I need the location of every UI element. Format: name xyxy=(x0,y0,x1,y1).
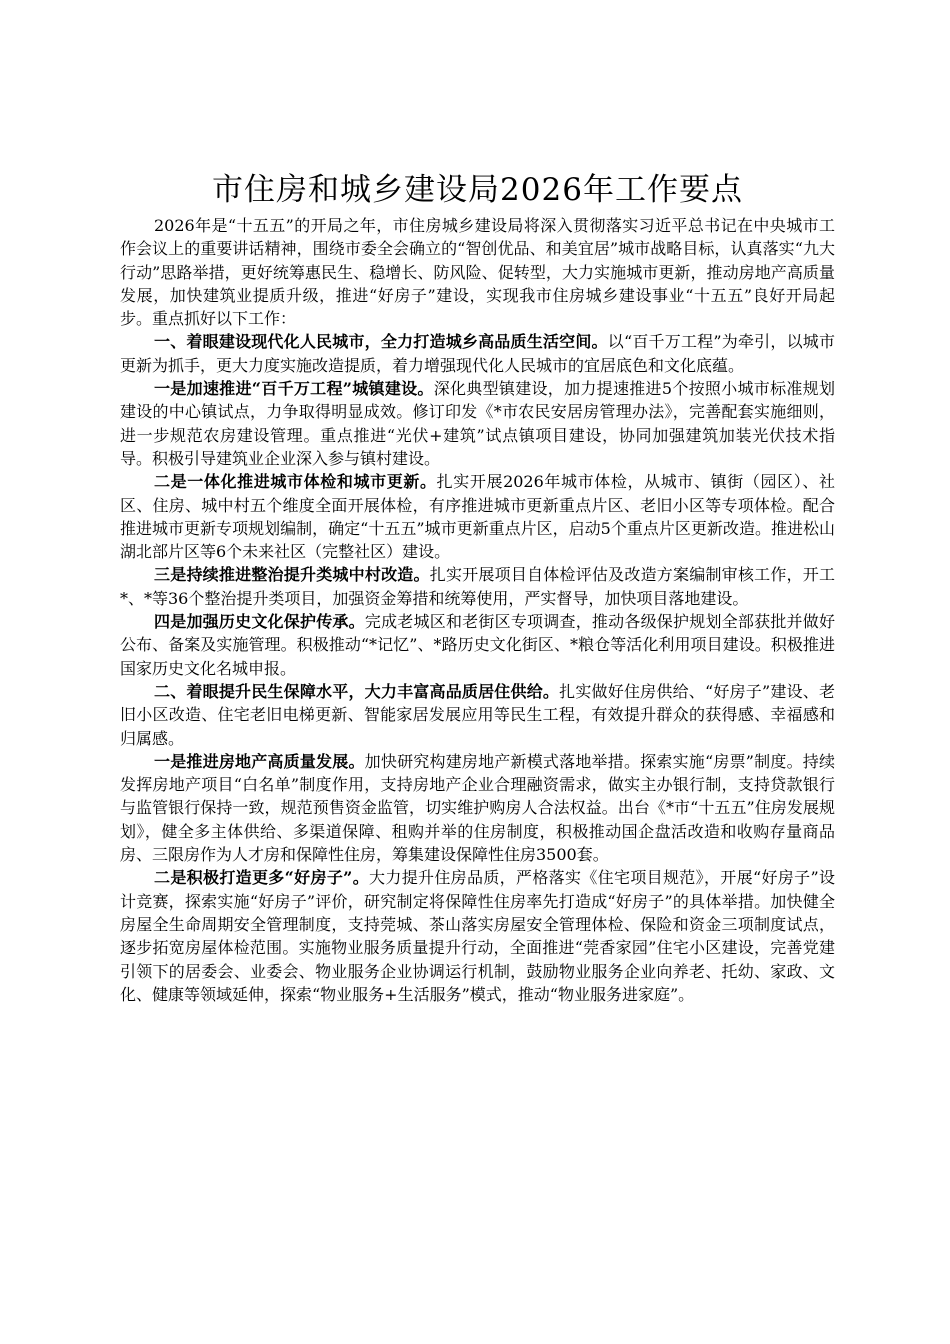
paragraph-item-1-3 xyxy=(120,563,835,610)
item-heading: 四是加强历史文化保护传承。 xyxy=(154,612,365,632)
document-title: 市住房和城乡建设局2026年工作要点 xyxy=(212,172,743,208)
paragraph-text: 大力提升住房品质，严格落实《住宅项目规范》，开展“好房子”设计竞赛，探索实施“好房子”评价，研究制定将保障性住房率先打造成“好房子”的具体举措。加快健全房屋全生命周期安全管理制度，支持莞城、茶山落实房屋安全管理体检、保险和资金三项制度试点，逐步拓宽房屋体检范围。实施物业服务质量提升行动，全面推进“莞香家园”住宅小区建设，完善党建引领下的居委会、业委会、物业服务企业协调运行机制，鼓励物业服务企业向养老、托幼、家政、文化、健康等领域延伸，探索“物业服务+生活服务”模式，推动“物业服务进家庭”。 xyxy=(120,868,835,1004)
section-heading: 二、着眼提升民生保障水平，大力丰富高品质居住供给。 xyxy=(154,681,560,701)
paragraph-intro xyxy=(120,214,835,330)
item-heading: 一是推进房地产高质量发展。 xyxy=(154,751,365,771)
paragraph-item-2-2 xyxy=(120,866,835,1006)
paragraph-text: 加快研究构建房地产新模式落地举措。探索实施“房票”制度。持续发挥房地产项目“白名单”制度作用，支持房地产企业合理融资需求，做实主办银行制，支持贷款银行与监管银行保持一致，规范预售资金监管，切实维护购房人合法权益。出台《*市“十五五”住房发展规划》，健全多主体供给、多渠道保障、租购并举的住房制度，积极推动国企盘活改造和收购存量商品房、三限房作为人才房和保障性住房，筹集建设保障性住房3500套。 xyxy=(120,751,835,865)
item-heading: 一是加速推进“百千万工程”城镇建设。 xyxy=(154,379,434,399)
paragraph-text: 深化典型镇建设，加力提速推进5个按照小城市标准规划建设的中心镇试点，力争取得明显成效。修订印发《*市农民安居房管理办法》，完善配套实施细则，进一步规范农房建设管理。重点推进“光伏+建筑”试点镇项目建设，协同加强建筑加装光伏技术指导。积极引导建筑业企业深入参与镇村建设。 xyxy=(120,379,835,468)
item-heading: 二是积极打造更多“好房子”。 xyxy=(154,868,370,888)
paragraph-text: 扎实做好住房供给、“好房子”建设、老旧小区改造、住宅老旧电梯更新、智能家居发展应用等民生工程，有效提升群众的获得感、幸福感和归属感。 xyxy=(120,681,835,748)
paragraph-text: 完成老城区和老街区专项调查，推动各级保护规划全部获批并做好公布、备案及实施管理。积极推动“*记忆”、*路历史文化街区、*粮仓等活化利用项目建设。积极推进国家历史文化名城申报。 xyxy=(120,612,835,678)
paragraph-section-2 xyxy=(120,680,835,750)
paragraph-item-2-1 xyxy=(120,750,835,866)
item-heading: 三是持续推进整治提升类城中村改造。 xyxy=(154,565,430,585)
item-heading: 二是一体化推进城市体检和城市更新。 xyxy=(154,472,437,492)
section-heading: 一、着眼建设现代化人民城市，全力打造城乡高品质生活空间。 xyxy=(154,332,608,352)
paragraph-item-1-1 xyxy=(120,377,835,470)
paragraph-item-1-4 xyxy=(120,610,835,680)
paragraph-text: 2026年是“十五五”的开局之年，市住房城乡建设局将深入贯彻落实习近平总书记在中央城市工作会议上的重要讲话精神，围绕市委全会确立的“智创优品、和美宜居”城市战略目标，认真落实“九大行动”思路举措，更好统筹惠民生、稳增长、防风险、促转型，大力实施城市更新，推动房地产高质量发展，加快建筑业提质升级，推进“好房子”建设，实现我市住房城乡建设事业“十五五”良好开局起步。重点抓好以下工作： xyxy=(120,216,835,329)
paragraph-text: 扎实开展2026年城市体检，从城市、镇街（园区）、社区、住房、城中村五个维度全面开展体检，有序推进城市更新重点片区、老旧小区等专项体检。配合推进城市更新专项规划编制，确定“十五五”城市更新重点片区，启动5个重点片区更新改造。推进松山湖北部片区等6个未来社区（完整社区）建设。 xyxy=(120,472,835,562)
paragraph-text: 扎实开展项目自体检评估及改造方案编制审核工作，开工*、*等36个整治提升类项目，加强资金筹措和统筹使用，严实督导，加快项目落地建设。 xyxy=(120,565,835,608)
paragraph-item-1-2 xyxy=(120,470,835,563)
document-page xyxy=(120,168,835,1006)
paragraph-section-1 xyxy=(120,330,835,377)
paragraph-text: 以“百千万工程”为牵引，以城市更新为抓手，更大力度实施改造提质，着力增强现代化人民城市的宜居底色和文化底蕴。 xyxy=(120,332,835,375)
